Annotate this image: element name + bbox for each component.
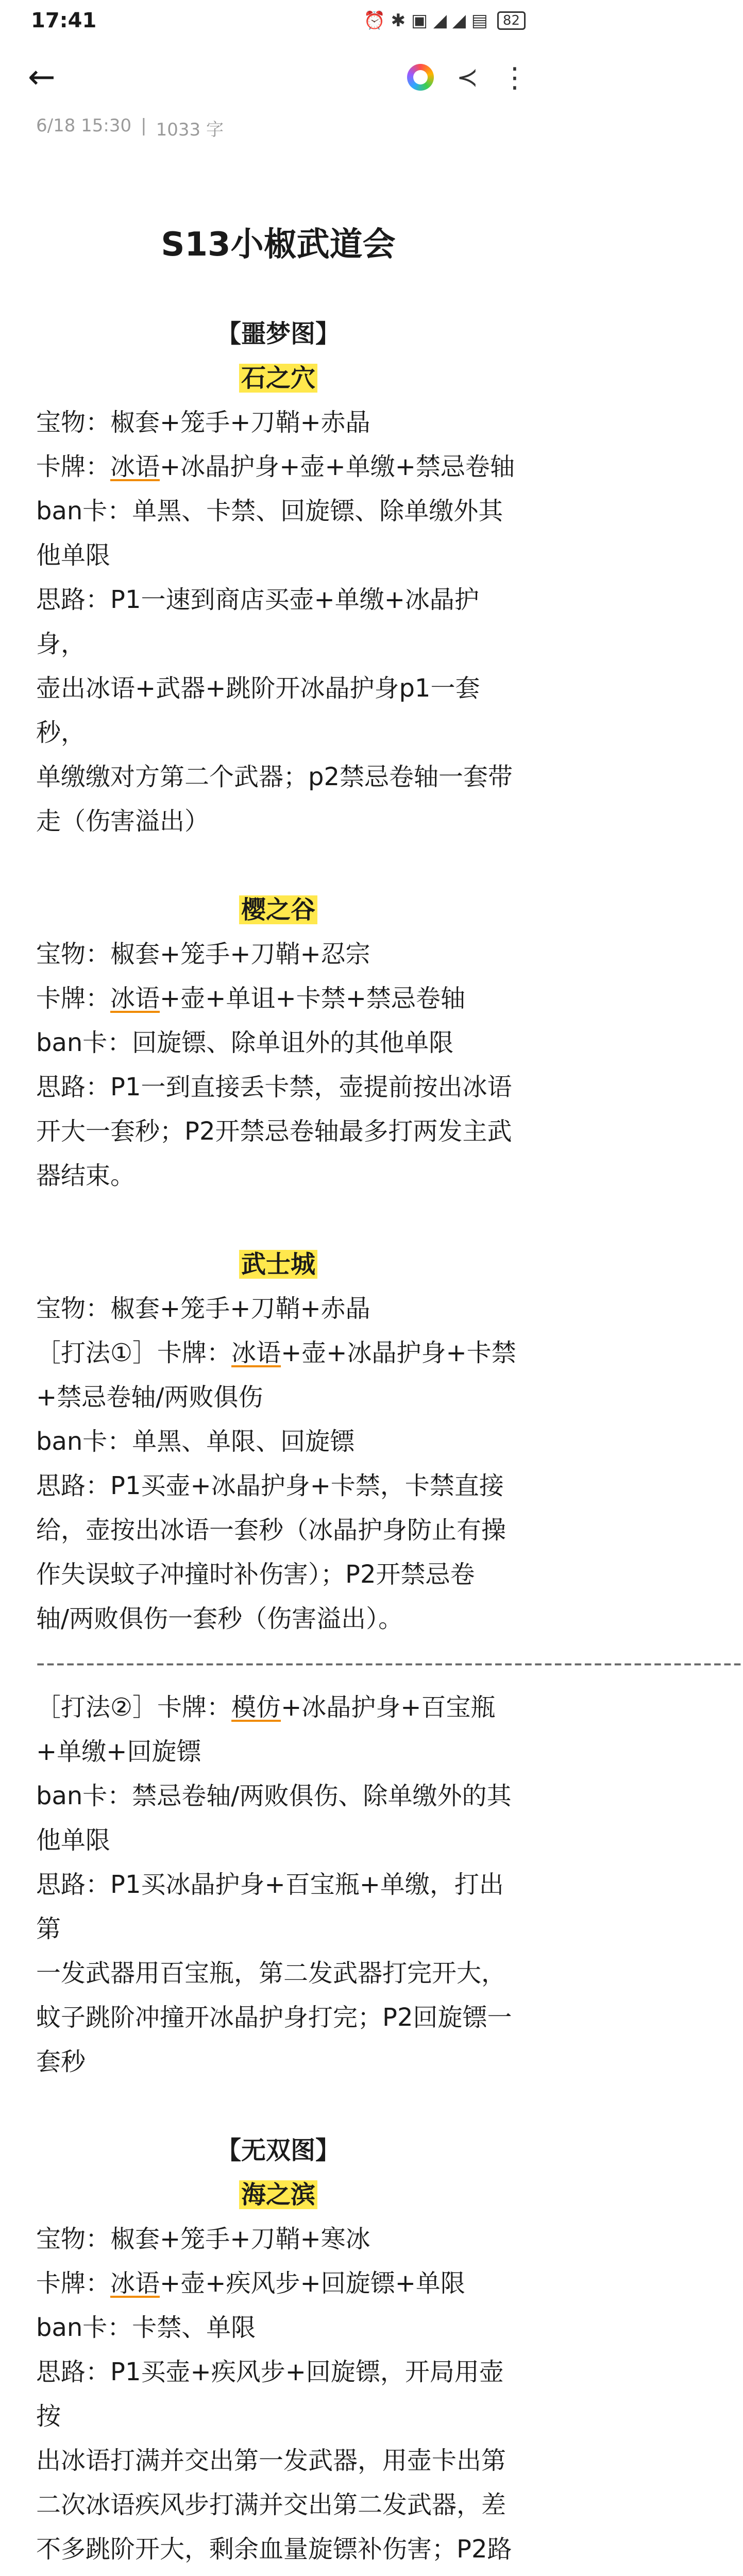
note-line (36, 2527, 520, 2571)
line-text: +禁忌卷轴/两败俱伤 (36, 1383, 263, 1412)
line-text: 一发武器用百宝瓶，第二发武器打完开大， (36, 1959, 506, 1988)
highlighted-heading: 海之滨 (239, 2180, 317, 2209)
line-text: ［打法①］卡牌： (36, 1338, 232, 1367)
section-heading: 【无双图】 (216, 2136, 340, 2165)
line-text: 器结束。 (36, 1161, 136, 1190)
line-text: ban卡：禁忌卷轴/两败俱伤、除单缴外的其 (36, 1782, 512, 1810)
color-theme-icon[interactable] (407, 64, 434, 91)
line-text: 作失误蚊子冲撞时补伤害）；P2开禁忌卷 (36, 1560, 475, 1589)
note-line (36, 1508, 520, 1552)
battery-icon: 82 (497, 11, 526, 30)
line-text: 思路：P1一到直接丢卡禁，壶提前按出冰语 (36, 1073, 512, 1101)
line-text: 开大一套秒；P2开禁忌卷轴最多打两发主武 (36, 1117, 512, 1146)
note-line (36, 1109, 520, 1154)
note-date: 6/18 15:30 (36, 115, 132, 136)
underlined-term: 冰语 (110, 2269, 160, 2298)
note-toolbar (0, 41, 556, 113)
note-line (36, 1641, 743, 1685)
note-line (36, 2438, 520, 2483)
note-line (36, 2483, 520, 2527)
line-text: 他单限 (36, 541, 111, 570)
line-text: +壶+疾风步+回旋镖+单限 (160, 2269, 465, 2298)
note-line (36, 1951, 520, 1995)
note-line (36, 2571, 520, 2576)
note-line (36, 1774, 520, 1818)
line-text: ban卡：回旋镖、除单诅外的其他单限 (36, 1028, 454, 1057)
line-text: 思路：P1买壶+冰晶护身+卡禁，卡禁直接 (36, 1471, 504, 1500)
line-text: +壶+冰晶护身+卡禁 (281, 1338, 516, 1367)
line-text: +冰晶护身+壶+单缴+禁忌卷轴 (160, 452, 515, 481)
line-text: 思路：P1买冰晶护身+百宝瓶+单缴，打出第 (36, 1870, 504, 1943)
note-line (36, 1242, 520, 1286)
line-text: 思路：P1一速到商店买壶+单缴+冰晶护身， (36, 585, 479, 658)
back-arrow-icon[interactable]: ← (28, 58, 56, 96)
note-line (36, 2306, 520, 2350)
status-icons (364, 10, 526, 31)
note-line (36, 578, 520, 666)
line-text: 他单限 (36, 1826, 111, 1855)
note-line (36, 312, 520, 356)
line-text: 卡牌： (36, 984, 111, 1013)
note-line (36, 888, 520, 932)
line-text: ［打法②］卡牌： (36, 1693, 232, 1722)
status-indicator-icons: ⏰ ✱ ▣ ◢ ◢ ▤ (363, 10, 488, 31)
word-count: 1033 字 (156, 120, 224, 140)
blank-line (36, 843, 520, 888)
note-line (36, 755, 520, 799)
note-line (36, 2128, 520, 2173)
note-line (36, 1818, 520, 1862)
underlined-term: 模仿 (231, 1693, 281, 1722)
note-line (36, 1065, 520, 1109)
line-text: ----------------------------------------------------------------------- (36, 1649, 743, 1677)
note-line (36, 2350, 520, 2438)
note-line (36, 2040, 520, 2084)
note-line (36, 1331, 520, 1375)
note-line (36, 932, 520, 976)
meta-separator: | (141, 115, 147, 136)
note-line (36, 1552, 520, 1597)
note-line (36, 2173, 520, 2217)
note-line (36, 1862, 520, 1951)
note-line (36, 1597, 520, 1641)
line-text: +壶+单诅+卡禁+禁忌卷轴 (160, 984, 465, 1013)
highlighted-heading: 石之穴 (239, 364, 317, 393)
line-text: +单缴+回旋镖 (36, 1737, 201, 1766)
line-text: 宝物：椒套+笼手+刀鞘+寒冰 (36, 2225, 370, 2253)
note-body[interactable] (0, 312, 743, 2576)
line-text: ban卡：卡禁、单限 (36, 2313, 256, 2342)
line-text: 二次冰语疾风步打满并交出第二发武器，差 (36, 2490, 506, 2519)
share-icon[interactable]: ≺ (457, 62, 478, 92)
line-text: 出冰语打满并交出第一发武器，用壶卡出第 (36, 2446, 506, 2475)
note-line (36, 1021, 520, 1065)
line-text: 轴/两败俱伤一套秒（伤害溢出）。 (36, 1604, 403, 1633)
section-heading: 【噩梦图】 (216, 319, 340, 348)
line-text: 卡牌： (36, 2269, 111, 2298)
note-line (36, 356, 520, 400)
note-line (36, 489, 520, 533)
line-text: 宝物：椒套+笼手+刀鞘+赤晶 (36, 408, 370, 437)
note-line (36, 799, 520, 843)
note-line (36, 445, 520, 489)
note-line (36, 1685, 520, 1730)
underlined-term: 冰语 (110, 984, 160, 1013)
note-line (36, 666, 520, 755)
note-line (36, 533, 520, 578)
underlined-term: 冰语 (231, 1338, 281, 1367)
line-text: 套秒 (36, 2047, 86, 2076)
line-text: 走（伤害溢出） (36, 807, 210, 836)
blank-line (36, 1198, 520, 1242)
more-options-icon[interactable]: ⋮ (501, 61, 529, 94)
status-time: 17:41 (31, 9, 97, 32)
line-text: 给，壶按出冰语一套秒（冰晶护身防止有操 (36, 1516, 506, 1545)
note-line (36, 1464, 520, 1508)
line-text: 蚊子跳阶冲撞开冰晶护身打完；P2回旋镖一 (36, 2003, 512, 2032)
blank-line (36, 2084, 520, 2128)
note-line (36, 1730, 520, 1774)
line-text: ban卡：单黑、单限、回旋镖 (36, 1427, 355, 1456)
note-line (36, 400, 520, 445)
note-title: S13小椒武道会 (161, 226, 396, 264)
note-line (36, 2217, 520, 2261)
note-line (36, 1419, 520, 1464)
note-line (36, 1286, 520, 1331)
line-text: 宝物：椒套+笼手+刀鞘+忍宗 (36, 940, 370, 969)
line-text: 思路：P1买壶+疾风步+回旋镖，开局用壶按 (36, 2358, 504, 2431)
line-text: 不多跳阶开大，剩余血量旋镖补伤害；P2路 (36, 2535, 512, 2564)
line-text: ban卡：单黑、卡禁、回旋镖、除单缴外其 (36, 497, 503, 526)
note-line (36, 2261, 520, 2306)
note-line (36, 1375, 520, 1419)
underlined-term: 冰语 (110, 452, 160, 481)
line-text: 单缴缴对方第二个武器；p2禁忌卷轴一套带 (36, 762, 513, 791)
line-text: +冰晶护身+百宝瓶 (281, 1693, 496, 1722)
note-meta (0, 115, 556, 141)
status-bar (0, 0, 556, 41)
note-line (36, 1995, 520, 2040)
note-line (36, 1154, 520, 1198)
note-line (36, 976, 520, 1021)
highlighted-heading: 樱之谷 (239, 895, 317, 924)
line-text: 壶出冰语+武器+跳阶开冰晶护身p1一套秒， (36, 674, 480, 747)
highlighted-heading: 武士城 (239, 1250, 317, 1279)
line-text: 卡牌： (36, 452, 111, 481)
line-text: 宝物：椒套+笼手+刀鞘+赤晶 (36, 1294, 370, 1323)
